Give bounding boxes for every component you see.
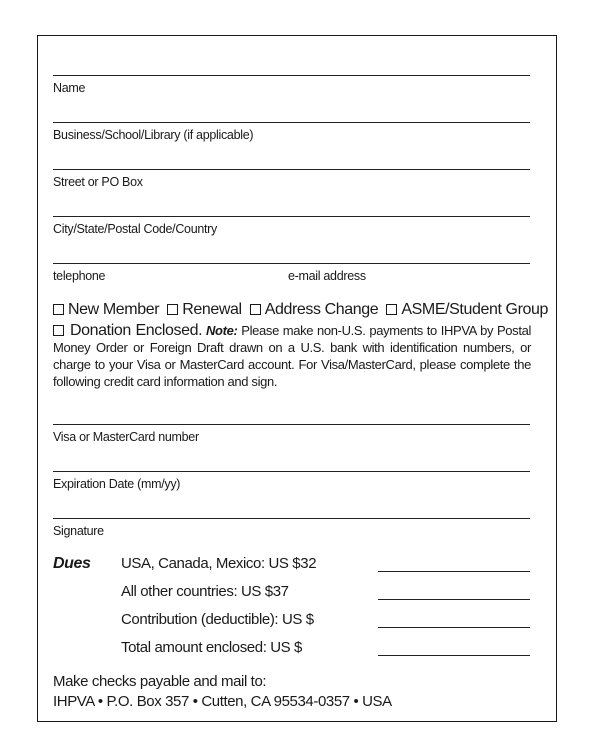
- dues-row-other: All other countries: US $37: [121, 583, 289, 600]
- checkbox-asme[interactable]: [386, 304, 397, 315]
- option-address-change[interactable]: [250, 301, 379, 319]
- phone-email-input-line[interactable]: [53, 263, 530, 264]
- membership-options: [53, 301, 549, 319]
- checkbox-address-change[interactable]: [250, 304, 261, 315]
- expiration-input-line[interactable]: [53, 471, 530, 472]
- dues-row-usa: USA, Canada, Mexico: US $32: [121, 555, 317, 572]
- city-input-line[interactable]: [53, 216, 530, 217]
- dues-heading: Dues: [53, 555, 91, 572]
- option-donation-label: Donation Enclosed.: [70, 322, 203, 339]
- signature-label: Signature: [53, 524, 104, 538]
- option-new-member-label: New Member: [68, 301, 160, 318]
- mail-instructions: Make checks payable and mail to:: [53, 673, 267, 690]
- street-input-line[interactable]: [53, 169, 530, 170]
- option-renewal-label: Renewal: [182, 301, 242, 318]
- option-new-member[interactable]: [53, 301, 159, 319]
- email-label: e-mail address: [288, 269, 366, 283]
- name-input-line[interactable]: [53, 75, 530, 76]
- name-label: Name: [53, 81, 86, 95]
- note-label: Note:: [205, 323, 238, 338]
- option-renewal[interactable]: [167, 301, 241, 319]
- option-asme-label: ASME/Student Group: [401, 301, 549, 318]
- dues-row-contribution: Contribution (deductible): US $: [121, 611, 314, 628]
- business-label: Business/School/Library (if applicable): [53, 128, 254, 142]
- dues-contribution-input-line[interactable]: [378, 627, 530, 628]
- signature-input-line[interactable]: [53, 518, 530, 519]
- option-asme[interactable]: [386, 301, 548, 319]
- checkbox-donation[interactable]: [53, 325, 64, 336]
- city-label: City/State/Postal Code/Country: [53, 222, 217, 236]
- card-number-input-line[interactable]: [53, 424, 530, 425]
- donation-note-paragraph: [53, 322, 531, 390]
- dues-row-total: Total amount enclosed: US $: [121, 639, 302, 656]
- dues-other-input-line[interactable]: [378, 599, 530, 600]
- checkbox-renewal[interactable]: [167, 304, 178, 315]
- dues-usa-input-line[interactable]: [378, 571, 530, 572]
- note-text: Please make non-U.S. payments to IHPVA by Postal Money Order or Foreign Draft drawn on a U.S. bank with identification numbers, or charge to your Visa or MasterCard account. For Visa/MasterCard, please complete the following credit card information and sign.: [53, 323, 532, 389]
- telephone-label: telephone: [53, 269, 106, 283]
- business-input-line[interactable]: [53, 122, 530, 123]
- card-number-label: Visa or MasterCard number: [53, 430, 199, 444]
- street-label: Street or PO Box: [53, 175, 143, 189]
- dues-total-input-line[interactable]: [378, 655, 530, 656]
- expiration-label: Expiration Date (mm/yy): [53, 477, 181, 491]
- checkbox-new-member[interactable]: [53, 304, 64, 315]
- option-address-change-label: Address Change: [264, 301, 379, 318]
- mail-address: IHPVA • P.O. Box 357 • Cutten, CA 95534-0357 • USA: [53, 693, 392, 710]
